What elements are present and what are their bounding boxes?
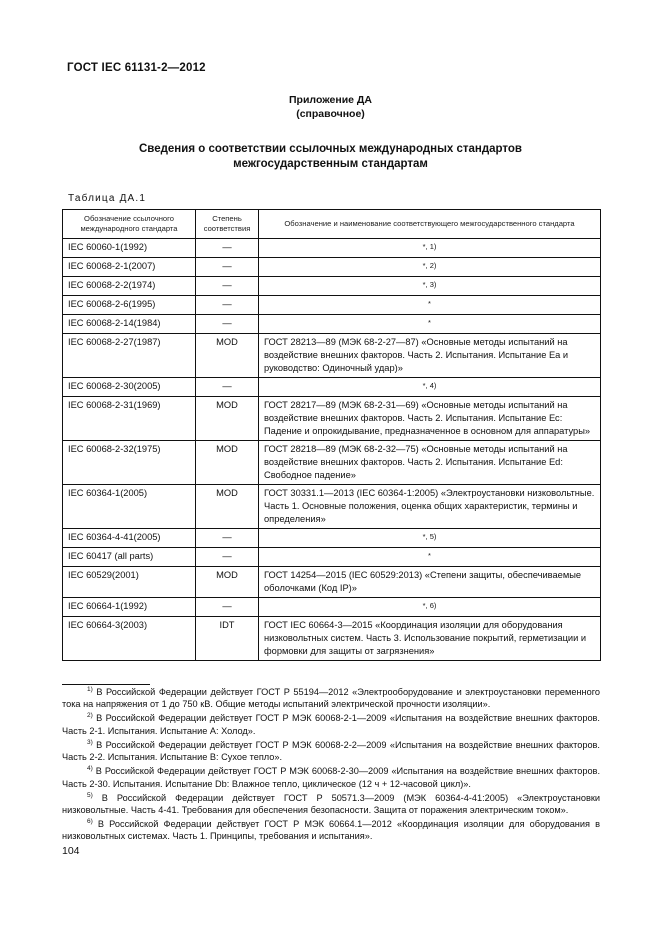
- reference-standard-cell: IEC 60364-4-41(2005): [63, 529, 196, 548]
- footnote-mark: 5): [87, 791, 93, 799]
- table-row: [63, 277, 601, 296]
- degree-cell: —: [196, 378, 259, 397]
- reference-standard-cell: IEC 60068-2-27(1987): [63, 334, 196, 378]
- reference-standard-cell: IEC 60068-2-2(1974): [63, 277, 196, 296]
- header-reference-standard: Обозначение ссылочного международного стандарта: [63, 210, 196, 239]
- footnote: [62, 686, 600, 711]
- header-interstate-standard: Обозначение и наименование соответствующего межгосударственного стандарта: [259, 210, 601, 239]
- reference-standard-cell: IEC 60664-3(2003): [63, 617, 196, 661]
- interstate-standard-cell: *: [259, 296, 601, 315]
- degree-cell: —: [196, 239, 259, 258]
- table-row: [63, 441, 601, 485]
- degree-cell: —: [196, 296, 259, 315]
- degree-cell: MOD: [196, 334, 259, 378]
- reference-standard-cell: IEC 60364-1(2005): [63, 485, 196, 529]
- footnote: [62, 765, 600, 790]
- document-title-line2: межгосударственным стандартам: [233, 158, 428, 170]
- interstate-standard-cell: ГОСТ 28218—89 (МЭК 68-2-32—75) «Основные методы испытаний на воздействие внешних факторов. Часть 2. Испытания. Испытание Ed: Свободное падение»: [259, 441, 601, 485]
- footnote: [62, 792, 600, 817]
- reference-standard-cell: IEC 60068-2-6(1995): [63, 296, 196, 315]
- reference-standard-cell: IEC 60068-2-30(2005): [63, 378, 196, 397]
- footnote-text: В Российской Федерации действует ГОСТ Р МЭК 60068-2-2—2009 «Испытания на воздействие внешних факторов. Часть 2-2. Испытания. Испытание В: Сухое тепло».: [62, 739, 600, 763]
- degree-cell: MOD: [196, 441, 259, 485]
- interstate-standard-cell: *: [259, 315, 601, 334]
- interstate-standard-cell: *: [259, 548, 601, 567]
- table-row: [63, 529, 601, 548]
- degree-cell: —: [196, 277, 259, 296]
- footnote: [62, 818, 600, 843]
- reference-standard-cell: IEC 60060-1(1992): [63, 239, 196, 258]
- degree-cell: MOD: [196, 485, 259, 529]
- table-row: [63, 548, 601, 567]
- footnote-text: В Российской Федерации действует ГОСТ Р МЭК 60664.1—2012 «Координация изоляции для оборудования в низковольтных системах. Часть 1. Принципы, требования и испытания».: [62, 819, 600, 842]
- reference-standard-cell: IEC 60664-1(1992): [63, 598, 196, 617]
- footnote-text: В Российской Федерации действует ГОСТ Р МЭК 60068-2-30—2009 «Испытания на воздействие внешних факторов. Часть 2-30. Испытания. Испытание Db: Влажное тепло, циклическое (12 ч + 12-часовой цикл)».: [62, 766, 600, 789]
- degree-cell: IDT: [196, 617, 259, 661]
- annex-heading: [0, 93, 661, 121]
- footnote-text: В Российской Федерации действует ГОСТ Р 55194—2012 «Электрооборудование и электроустановки переменного тока на напряжения от 1 до 750 кВ. Общие методы испытаний электрической прочности изоляции».: [62, 687, 600, 710]
- interstate-standard-cell: *, 2): [259, 258, 601, 277]
- interstate-standard-cell: ГОСТ 28213—89 (МЭК 68-2-27—87) «Основные методы испытаний на воздействие внешних факторов. Часть 2. Испытания. Испытание Еа и руководство: Одиночный удар)»: [259, 334, 601, 378]
- document-title: [0, 142, 661, 172]
- degree-cell: —: [196, 529, 259, 548]
- table-row: [63, 258, 601, 277]
- interstate-standard-cell: *, 3): [259, 277, 601, 296]
- interstate-standard-cell: *, 6): [259, 598, 601, 617]
- footnote-text: В Российской Федерации действует ГОСТ Р МЭК 60068-2-1—2009 «Испытания на воздействие внешних факторов. Часть 2-1. Испытания. Испытание А: Холод».: [62, 713, 600, 736]
- reference-standard-cell: IEC 60068-2-31(1969): [63, 397, 196, 441]
- table-row: [63, 567, 601, 598]
- table-row: [63, 378, 601, 397]
- footnote-mark: 6): [87, 817, 93, 825]
- reference-standard-cell: IEC 60068-2-32(1975): [63, 441, 196, 485]
- table-row: [63, 397, 601, 441]
- standard-header: ГОСТ IEC 61131-2—2012: [67, 62, 206, 74]
- reference-standard-cell: IEC 60068-2-14(1984): [63, 315, 196, 334]
- interstate-standard-cell: *, 5): [259, 529, 601, 548]
- footnote-text: В Российской Федерации действует ГОСТ Р 50571.3—2009 (МЭК 60364-4-41:2005) «Электроустановки низковольтные. Часть 4-41. Требования для обеспечения безопасности. Защита от поражения электрическим током».: [62, 792, 600, 816]
- degree-cell: —: [196, 315, 259, 334]
- degree-cell: —: [196, 548, 259, 567]
- annex-subtitle: (справочное): [296, 108, 365, 120]
- interstate-standard-cell: ГОСТ 30331.1—2013 (IEC 60364-1:2005) «Электроустановки низковольтные. Часть 1. Основные положения, оценка общих характеристик, термины и определения»: [259, 485, 601, 529]
- table-row: [63, 315, 601, 334]
- table-caption: Таблица ДА.1: [68, 193, 147, 204]
- footnote-mark: 3): [87, 738, 93, 746]
- interstate-standard-cell: ГОСТ IEC 60664-3—2015 «Координация изоляции для оборудования низковольтных систем. Часть 3. Использование покрытий, герметизации и формовки для защиты от загрязнения»: [259, 617, 601, 661]
- reference-standard-cell: IEC 60068-2-1(2007): [63, 258, 196, 277]
- footnote: [62, 712, 600, 737]
- footnote-divider: [62, 684, 150, 685]
- footnote-mark: 1): [87, 685, 93, 693]
- degree-cell: MOD: [196, 397, 259, 441]
- page-number: 104: [62, 845, 80, 857]
- reference-standard-cell: IEC 60529(2001): [63, 567, 196, 598]
- degree-cell: MOD: [196, 567, 259, 598]
- header-degree: Степень соответствия: [196, 210, 259, 239]
- correspondence-table: [62, 209, 601, 661]
- table-row: [63, 617, 601, 661]
- annex-title: Приложение ДА: [289, 94, 372, 106]
- table-body: [63, 239, 601, 661]
- document-title-line1: Сведения о соответствии ссылочных международных стандартов: [138, 143, 522, 155]
- reference-standard-cell: IEC 60417 (all parts): [63, 548, 196, 567]
- degree-cell: —: [196, 258, 259, 277]
- table-header-row: [63, 210, 601, 239]
- interstate-standard-cell: ГОСТ 14254—2015 (IEC 60529:2013) «Степени защиты, обеспечиваемые оболочками (Код IP)»: [259, 567, 601, 598]
- table-row: [63, 296, 601, 315]
- interstate-standard-cell: ГОСТ 28217—89 (МЭК 68-2-31—69) «Основные методы испытаний на воздействие внешних факторов. Часть 2. Испытания. Испытание Ес: Падение и опрокидывание, предназначенное в основном для аппаратуры»: [259, 397, 601, 441]
- table-row: [63, 334, 601, 378]
- footnote: [62, 739, 600, 764]
- table-row: [63, 485, 601, 529]
- table-row: [63, 598, 601, 617]
- footnotes: [62, 686, 600, 844]
- degree-cell: —: [196, 598, 259, 617]
- footnote-mark: 4): [87, 765, 93, 773]
- interstate-standard-cell: *, 1): [259, 239, 601, 258]
- table-row: [63, 239, 601, 258]
- interstate-standard-cell: *, 4): [259, 378, 601, 397]
- footnote-mark: 2): [87, 712, 93, 720]
